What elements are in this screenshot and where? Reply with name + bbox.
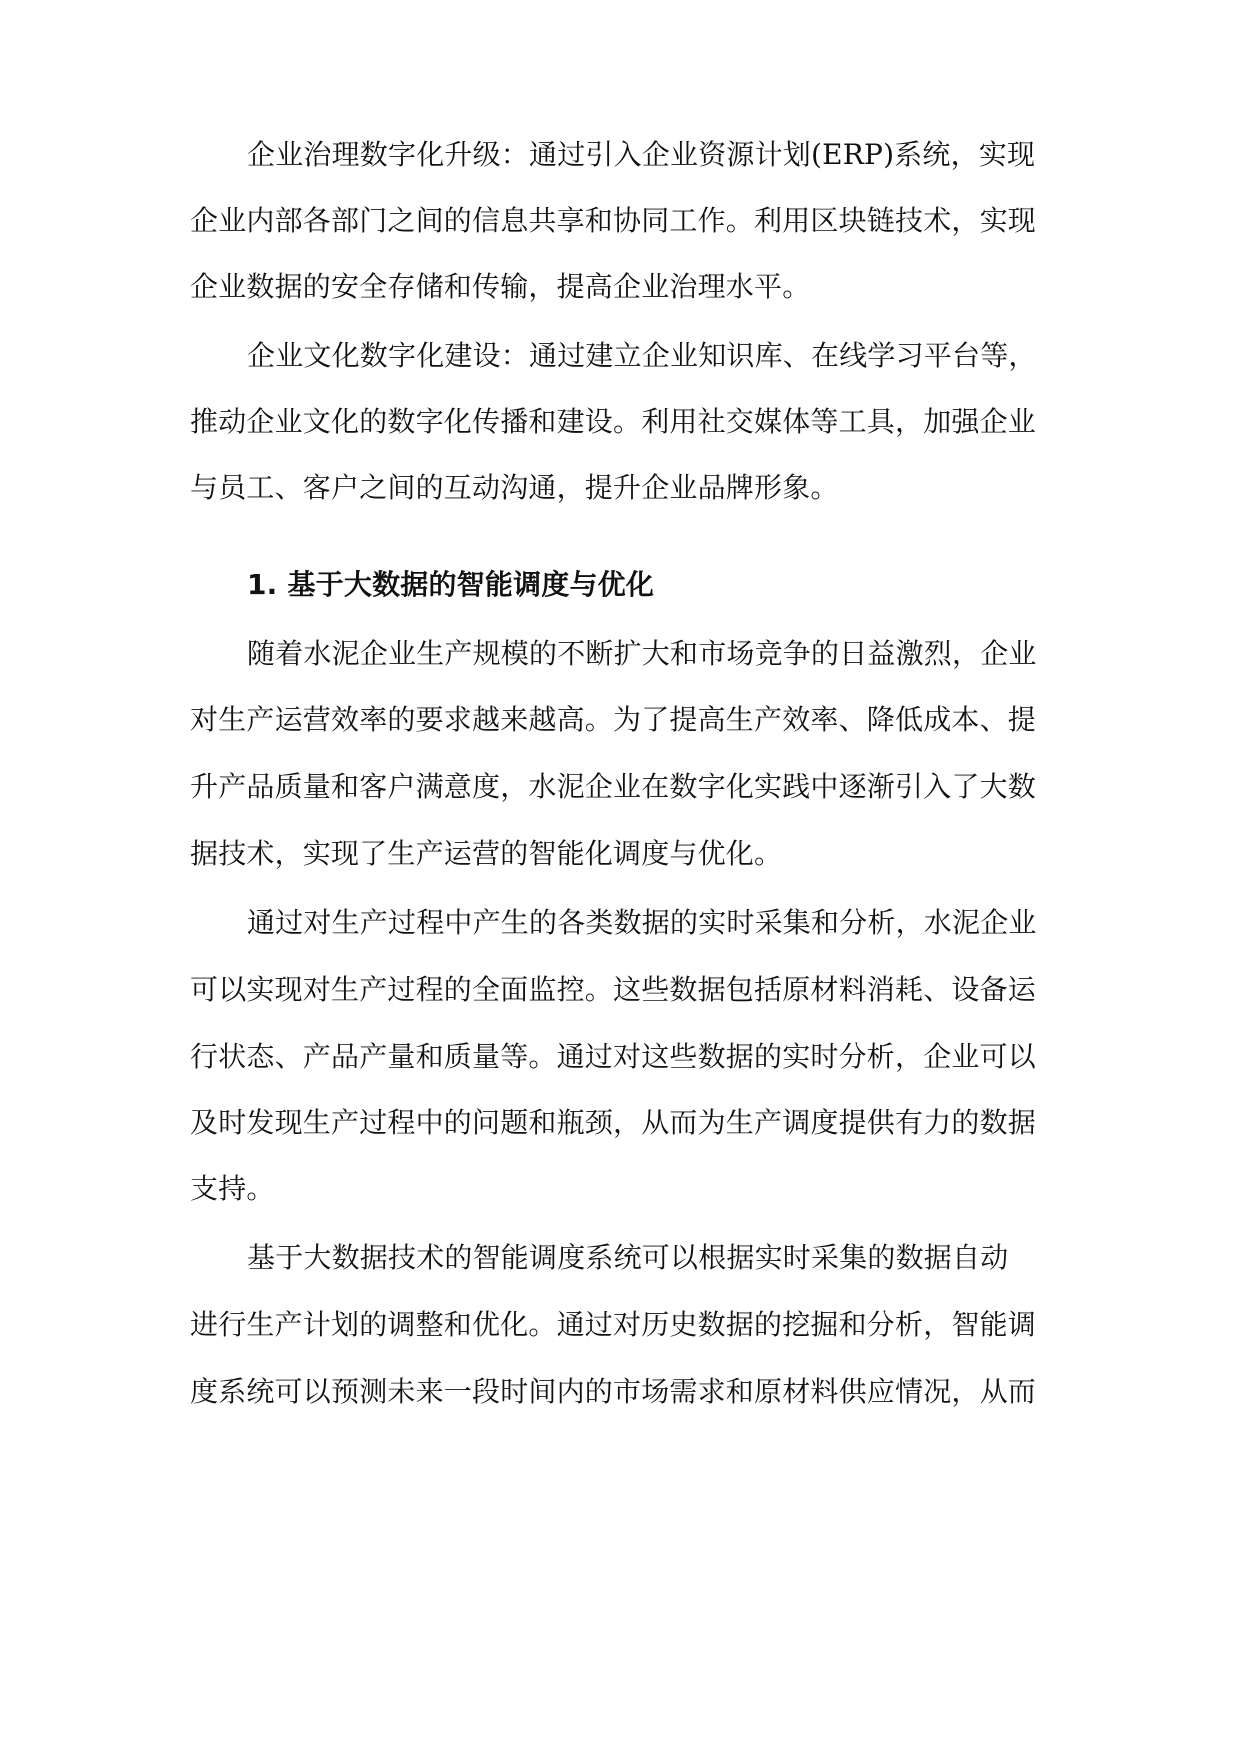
paragraph-line: 与员工、客户之间的互动沟通，提升企业品牌形象。 xyxy=(190,471,839,504)
paragraph-line: 企业文化数字化建设：通过建立企业知识库、在线学习平台等， xyxy=(247,339,1037,372)
paragraph-line: 可以实现对生产过程的全面监控。这些数据包括原材料消耗、设备运 xyxy=(190,973,1037,1006)
paragraph-line: 据技术，实现了生产运营的智能化调度与优化。 xyxy=(190,837,783,870)
paragraph-line: 度系统可以预测未来一段时间内的市场需求和原材料供应情况，从而 xyxy=(190,1375,1037,1408)
paragraph-line: 企业内部各部门之间的信息共享和协同工作。利用区块链技术，实现 xyxy=(190,204,1037,237)
paragraph-line: 支持。 xyxy=(190,1172,275,1205)
paragraph-line: 随着水泥企业生产规模的不断扩大和市场竞争的日益激烈，企业 xyxy=(247,637,1037,670)
paragraph-line: 对生产运营效率的要求越来越高。为了提高生产效率、降低成本、提 xyxy=(190,703,1037,736)
paragraph-line: 通过对生产过程中产生的各类数据的实时采集和分析，水泥企业 xyxy=(247,906,1037,939)
paragraph-line: 企业治理数字化升级：通过引入企业资源计划(ERP)系统，实现 xyxy=(247,138,1036,171)
paragraph-line: 及时发现生产过程中的问题和瓶颈，从而为生产调度提供有力的数据 xyxy=(190,1106,1037,1139)
paragraph-line: 推动企业文化的数字化传播和建设。利用社交媒体等工具，加强企业 xyxy=(190,405,1037,438)
section-heading: 1. 基于大数据的智能调度与优化 xyxy=(247,568,655,601)
paragraph-line: 升产品质量和客户满意度，水泥企业在数字化实践中逐渐引入了大数 xyxy=(190,770,1037,803)
paragraph-line: 进行生产计划的调整和优化。通过对历史数据的挖掘和分析，智能调 xyxy=(190,1308,1037,1341)
paragraph-line: 基于大数据技术的智能调度系统可以根据实时采集的数据自动 xyxy=(247,1241,1009,1274)
paragraph-line: 企业数据的安全存储和传输，提高企业治理水平。 xyxy=(190,270,811,303)
paragraph-line: 行状态、产品产量和质量等。通过对这些数据的实时分析，企业可以 xyxy=(190,1040,1037,1073)
